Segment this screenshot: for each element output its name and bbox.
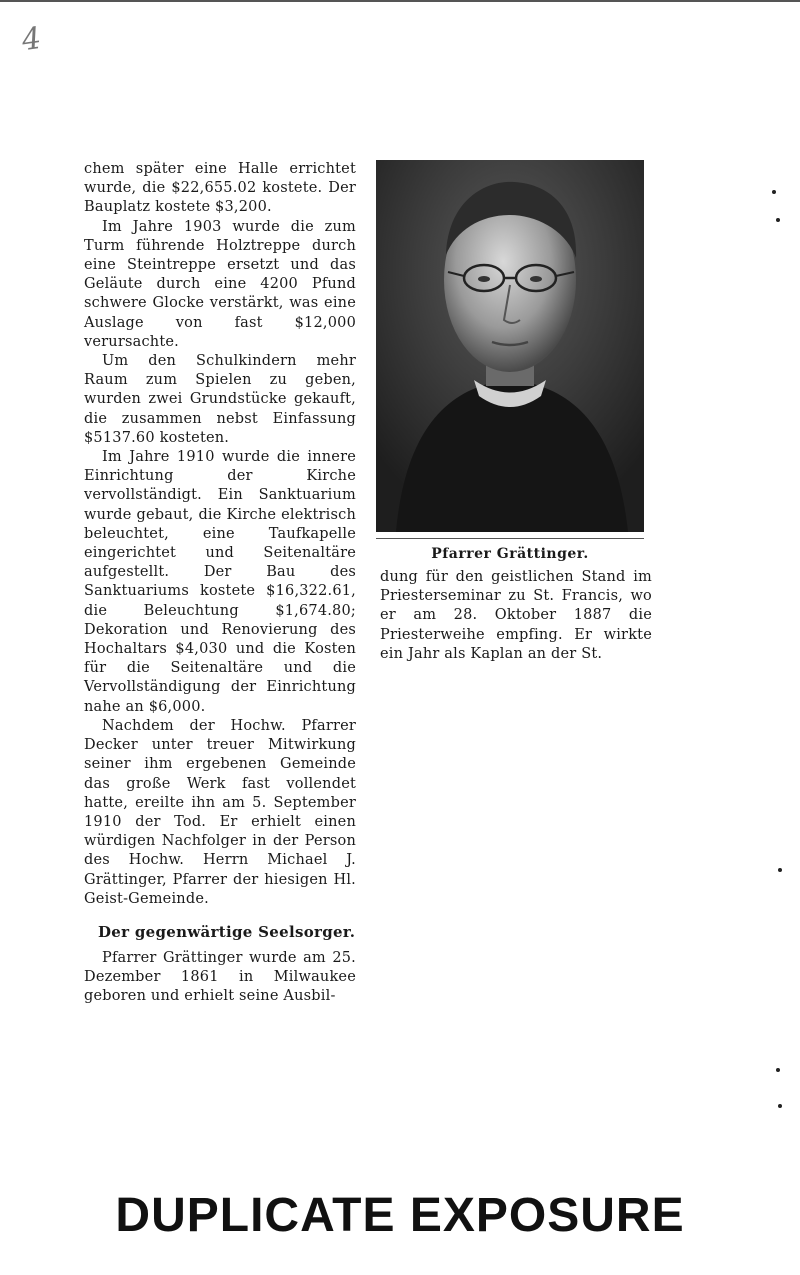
scan-speck xyxy=(778,1104,782,1108)
photo-bottom-rule xyxy=(376,538,644,539)
photo-caption: Pfarrer Grättinger. xyxy=(431,546,589,562)
left-text-column xyxy=(84,160,356,1007)
paragraph-1903: Im Jahre 1903 wurde die zum Turm führende Holztreppe durch eine Steintreppe ersetzt und das Geläute durch eine 4200 Pfund schwere Glocke verstärkt, was eine Auslage von fast $12,000 verursachte. xyxy=(84,218,356,350)
paragraph-1910: Im Jahre 1910 wurde die innere Einrichtung der Kirche vervollständigt. Ein Sanktuarium wurde gebaut, die Kirche elektrisch beleuchtet, eine Taufkapelle eingerichtet und Seitenaltäre aufgestellt. Der Bau des Sanktuariums kostete $16,322.61, die Beleuchtung $1,674.80; Dekoration und Renovierung des Hochaltars $4,030 und die Kosten für die Seitenaltäre und die Vervollständigung der Einrichtung nahe an $6,000. xyxy=(84,449,356,715)
paragraph-birth: Pfarrer Grättinger wurde am 25. Dezember 1861 in Milwaukee geboren und erhielt seine Ausbil- xyxy=(84,949,356,1005)
paragraph-decker: Nachdem der Hochw. Pfarrer Decker unter treuer Mitwirkung seiner ihm ergebenen Gemeinde das große Werk fast vollendet hatte, ereilte ihn am 5. September 1910 der Tod. Er erhielt einen würdigen Nachfolger in der Person des Hochw. Herrn Michael J. Grättinger, Pfarrer der hiesigen Hl. Geist-Gemeinde. xyxy=(84,717,356,907)
scan-speck xyxy=(772,190,776,194)
page-number-mark: 4 xyxy=(19,20,44,59)
page-top-edge xyxy=(0,0,800,2)
paragraph-hall: chem später eine Halle errichtet wurde, die $22,655.02 kostete. Der Bauplatz kostete $3,200. xyxy=(84,161,356,216)
right-text-column xyxy=(380,568,652,664)
portrait-photo xyxy=(376,160,644,532)
section-heading: Der gegenwärtige Seelsorger. xyxy=(98,922,356,941)
paragraph-school: Um den Schulkindern mehr Raum zum Spielen zu geben, wurden zwei Grundstücke gekauft, die zusammen nebst Einfassung $5137.60 kosteten. xyxy=(84,353,356,446)
duplicate-exposure-stamp: DUPLICATE EXPOSURE xyxy=(115,1189,685,1242)
scan-speck xyxy=(778,868,782,872)
scan-speck xyxy=(776,218,780,222)
paragraph-ordination: dung für den geistlichen Stand im Priesterseminar zu St. Francis, wo er am 28. Oktober 1887 die Priesterweihe empfing. Er wirkte ein Jahr als Kaplan an der St. xyxy=(380,569,652,662)
scan-speck xyxy=(776,1068,780,1072)
